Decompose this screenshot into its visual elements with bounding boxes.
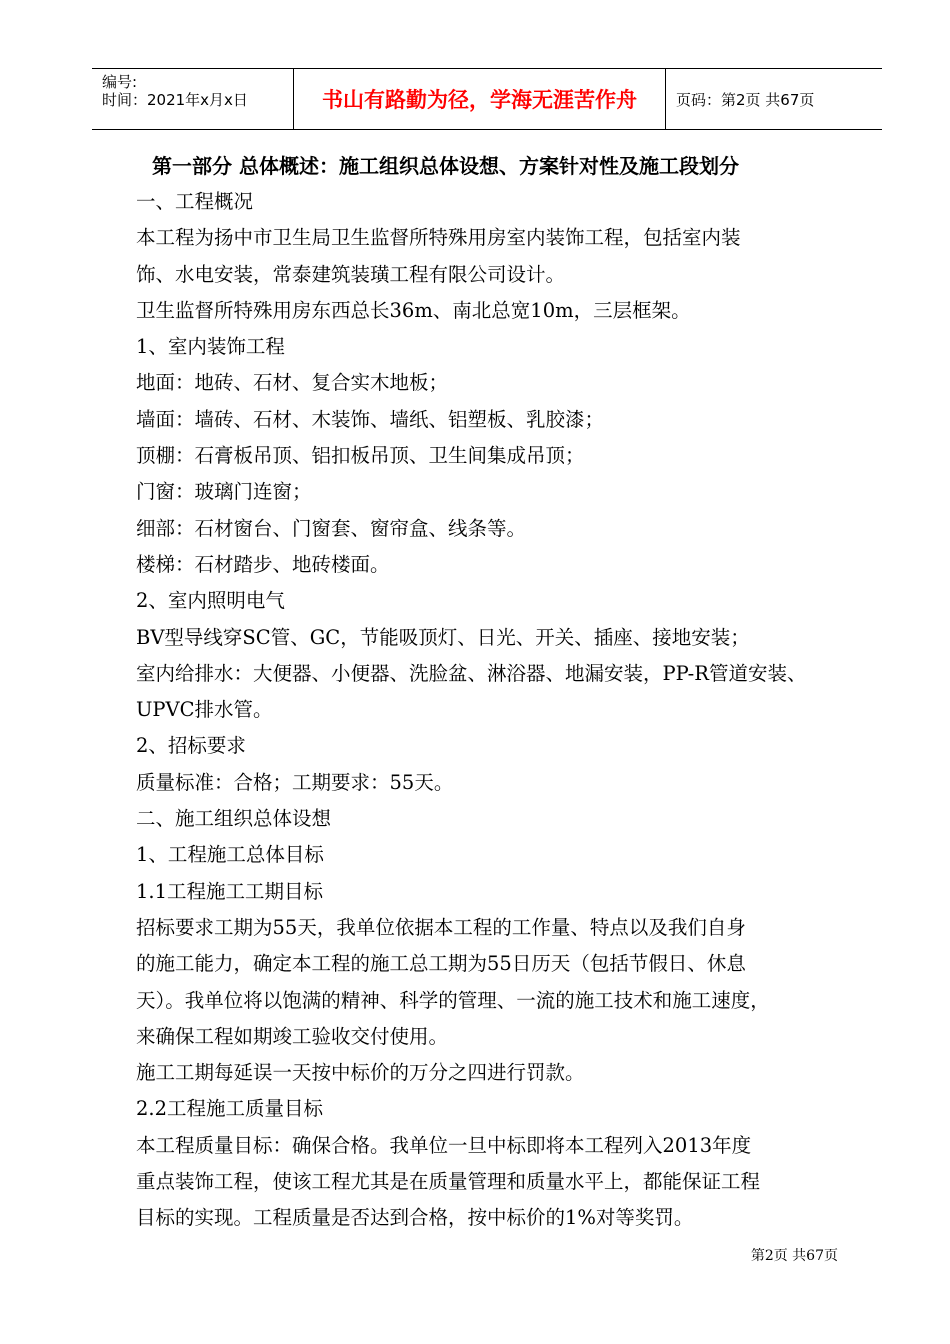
text-line: 1.1工程施工工期目标	[136, 879, 324, 903]
text-line: 来确保工程如期竣工验收交付使用。	[136, 1024, 449, 1048]
text-line: 重点装饰工程，使该工程尤其是在质量管理和质量水平上，都能保证工程	[136, 1170, 761, 1194]
code-label: 编号:	[102, 73, 138, 91]
text-line: 施工工期每延误一天按中标价的万分之四进行罚款。	[136, 1061, 585, 1085]
text-line: UPVC排水管。	[136, 698, 273, 722]
text-line: 本工程质量目标：确保合格。我单位一旦中标即将本工程列入2013年度	[136, 1133, 752, 1157]
text-line: 天）。我单位将以饱满的精神、科学的管理、一流的施工技术和施工速度，	[136, 988, 770, 1012]
text-line: 室内给排水：大便器、小便器、洗脸盆、淋浴器、地漏安装，PP-R管道安装、	[136, 661, 807, 685]
text-line: 一、工程概况	[136, 190, 254, 213]
text-line: 1、室内装饰工程	[136, 335, 285, 359]
header-page-info: 页码：第2页 共67页	[676, 90, 815, 109]
header-meta	[92, 69, 294, 129]
text-line: 楼梯：石材踏步、地砖楼面。	[136, 552, 390, 576]
time-label: 时间：2021年x月x日	[102, 91, 248, 109]
text-line: 门窗：玻璃门连窗；	[136, 480, 312, 504]
text-line: 1、工程施工总体目标	[136, 843, 324, 867]
header-motto: 书山有路勤为径，学海无涯苦作舟	[294, 69, 666, 129]
text-line: 目标的实现。工程质量是否达到合格，按中标价的1%对等奖罚。	[136, 1206, 694, 1230]
section-title: 第一部分 总体概述：施工组织总体设想、方案针对性及施工段划分	[152, 154, 739, 178]
text-line: 卫生监督所特殊用房东西总长36m、南北总宽10m，三层框架。	[136, 298, 691, 322]
text-line: 的施工能力，确定本工程的施工总工期为55日历天（包括节假日、休息	[136, 952, 746, 976]
text-line: 2、室内照明电气	[136, 589, 285, 613]
page-footer: 第2页 共67页	[750, 1248, 838, 1264]
text-line: 顶棚：石膏板吊顶、铝扣板吊顶、卫生间集成吊顶；	[136, 444, 585, 468]
text-line: 二、施工组织总体设想	[136, 807, 332, 831]
page-header	[92, 68, 882, 130]
text-line: 2、招标要求	[136, 734, 246, 758]
text-line: 2.2工程施工质量目标	[136, 1097, 324, 1121]
text-line: BV型导线穿SC管、GC，节能吸顶灯、日光、开关、插座、接地安装；	[136, 625, 750, 649]
text-line: 饰、水电安装，常泰建筑装璜工程有限公司设计。	[136, 262, 566, 286]
text-line: 本工程为扬中市卫生局卫生监督所特殊用房室内装饰工程，包括室内装	[136, 226, 741, 250]
text-line: 墙面：墙砖、石材、木装饰、墙纸、铝塑板、乳胶漆；	[136, 407, 605, 431]
text-line: 细部：石材窗台、门窗套、窗帘盒、线条等。	[136, 516, 527, 540]
document-body	[136, 148, 856, 1237]
text-line: 招标要求工期为55天，我单位依据本工程的工作量、特点以及我们自身	[136, 915, 746, 939]
text-line: 地面：地砖、石材、复合实木地板；	[136, 371, 449, 395]
text-line: 质量标准：合格；工期要求：55天。	[136, 770, 454, 794]
paragraph-lines	[136, 184, 856, 1237]
